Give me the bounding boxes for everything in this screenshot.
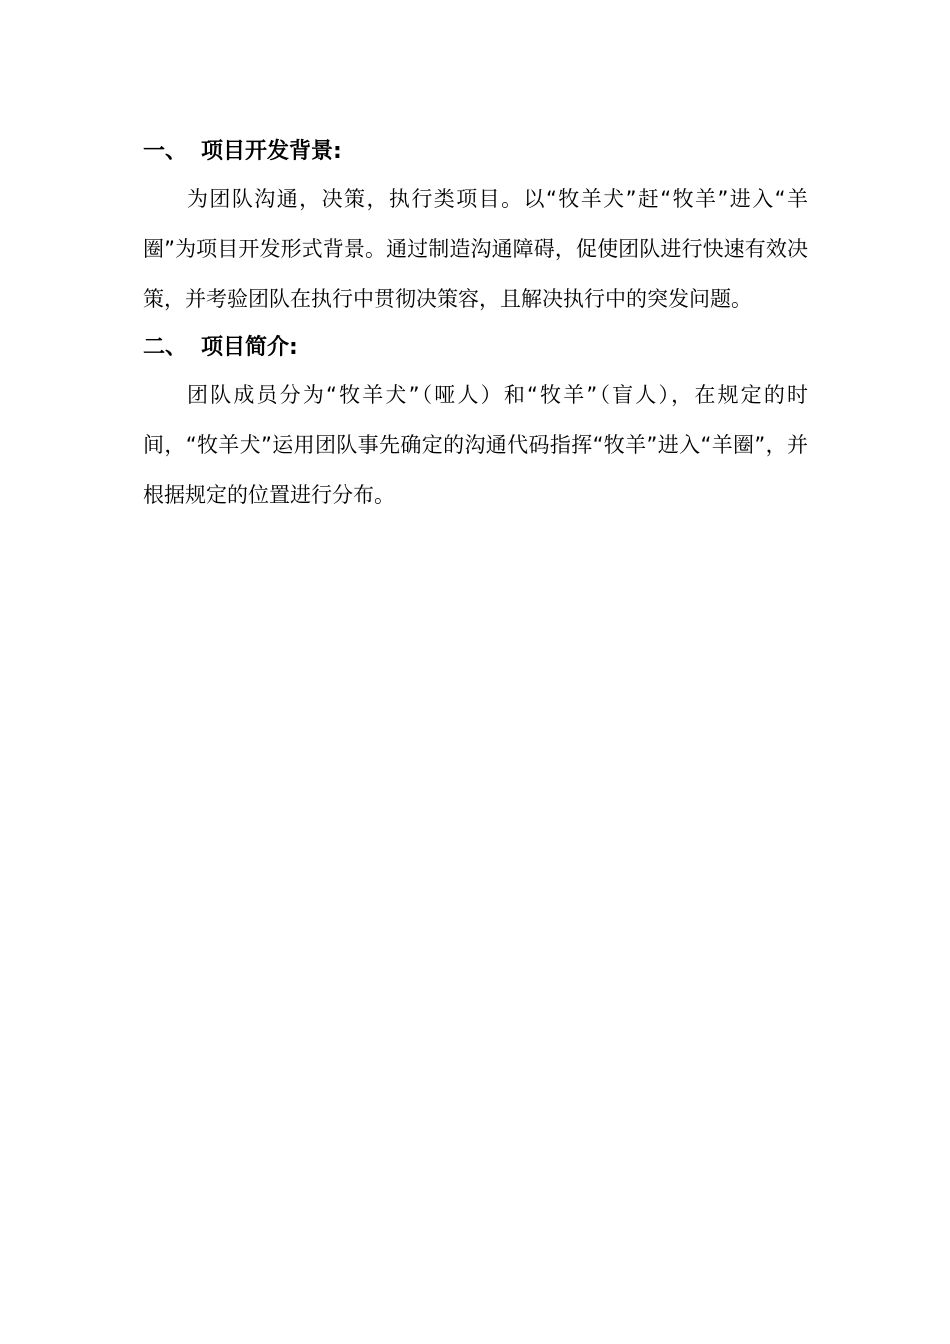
section-heading-introduction [143, 326, 808, 370]
section-body-introduction: 团队成员分为“牧羊犬”（哑人）和“牧羊”（盲人），在规定的时间，“牧羊犬”运用团队事先确定的沟通代码指挥“牧羊”进入“羊圈”，并根据规定的位置进行分布。 [143, 383, 808, 507]
section-heading-background [143, 130, 808, 174]
document-content [143, 130, 808, 520]
section-body-background: 为团队沟通，决策，执行类项目。以“牧羊犬”赶“牧羊”进入“羊圈”为项目开发形式背景。通过制造沟通障碍，促使团队进行快速有效决策，并考验团队在执行中贯彻决策容，且解决执行中的突发问题。 [143, 187, 808, 311]
section-title: 项目简介: [201, 335, 298, 360]
section-number: 一、 [143, 139, 188, 164]
section-title: 项目开发背景: [201, 139, 342, 164]
section-number: 二、 [143, 335, 188, 360]
